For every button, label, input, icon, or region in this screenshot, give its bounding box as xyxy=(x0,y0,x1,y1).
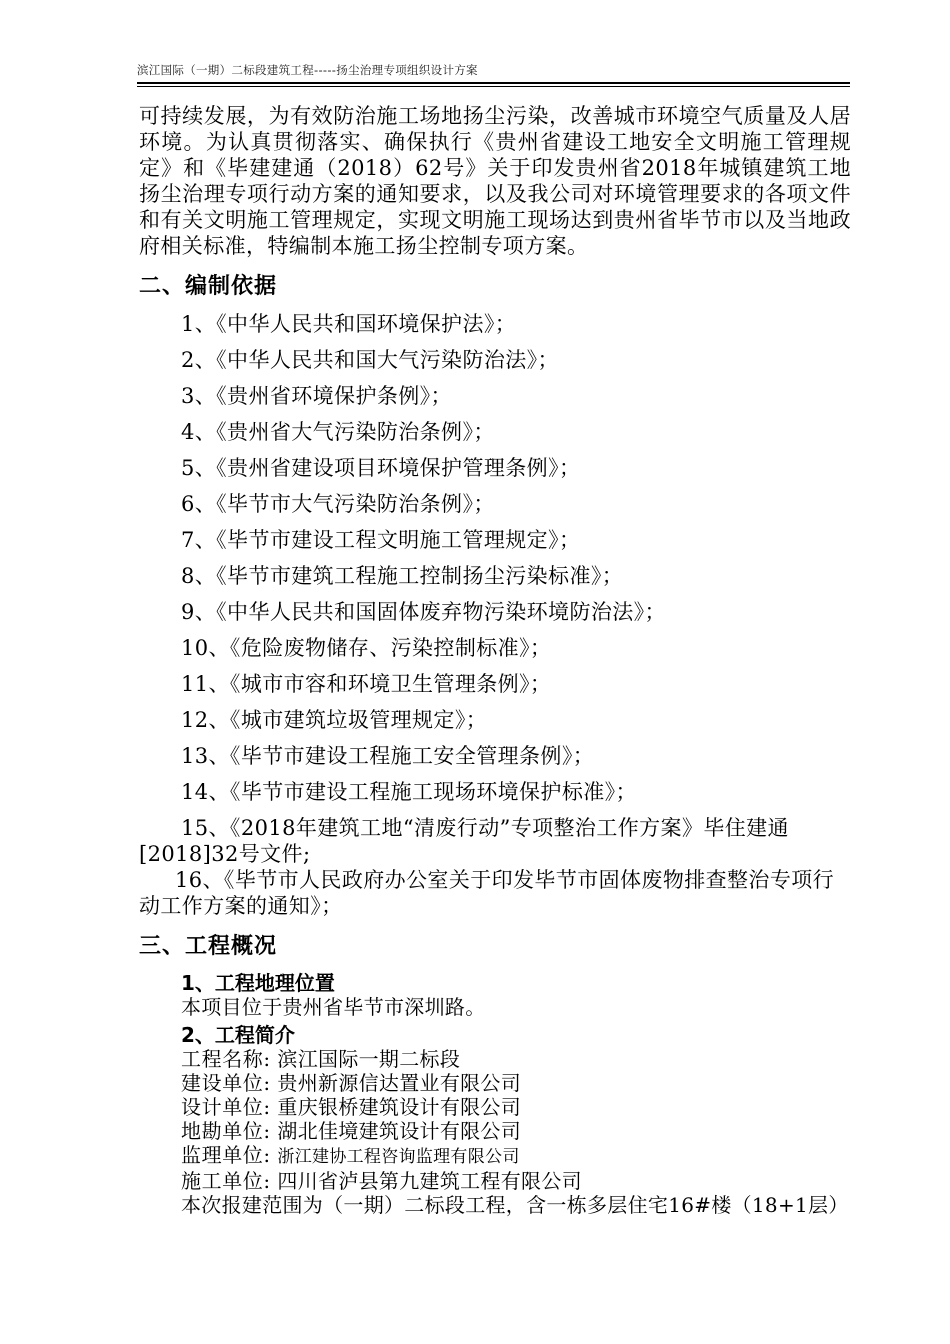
list-item: 11、《城市市容和环境卫生管理条例》； xyxy=(181,672,552,696)
survey-row xyxy=(181,1119,851,1143)
project-name-label: 工程名称: xyxy=(181,1047,271,1071)
owner-label: 建设单位: xyxy=(181,1071,271,1095)
designer-value: 重庆银桥建筑设计有限公司 xyxy=(277,1095,522,1119)
scope-text: 本次报建范围为（一期）二标段工程，含一栋多层住宅16#楼（18+1层） xyxy=(181,1193,849,1217)
subheading-summary: 2、工程简介 xyxy=(181,1023,295,1047)
list-item: 10、《危险废物储存、污染控制标准》； xyxy=(181,636,552,660)
contractor-label: 施工单位: xyxy=(181,1169,271,1193)
list-item: 8、《毕节市建筑工程施工控制扬尘污染标准》； xyxy=(181,564,624,588)
list-item: 4、《贵州省大气污染防治条例》； xyxy=(181,420,495,444)
owner-value: 贵州新源信达置业有限公司 xyxy=(277,1071,522,1095)
supervisor-label: 监理单位: xyxy=(181,1143,271,1167)
designer-label: 设计单位: xyxy=(181,1095,271,1119)
running-header: 滨江国际（一期）二标段建筑工程-----扬尘治理专项组织设计方案 xyxy=(137,63,478,77)
list-item: 1、《中华人民共和国环境保护法》； xyxy=(181,312,517,336)
list-item: 12、《城市建筑垃圾管理规定》； xyxy=(181,708,488,732)
list-item: 7、《毕节市建设工程文明施工管理规定》； xyxy=(181,528,581,552)
basis-list xyxy=(139,311,851,919)
designer-row xyxy=(181,1095,851,1119)
survey-label: 地勘单位: xyxy=(181,1119,271,1143)
list-item: 2、《中华人民共和国大气污染防治法》； xyxy=(181,348,559,372)
supervisor-value: 浙江建协工程咨询监理有限公司 xyxy=(277,1147,520,1167)
list-item: 15、《2018年建筑工地“清废行动”专项整治工作方案》毕住建通[2018]32号文件; xyxy=(139,816,789,866)
subheading-location: 1、工程地理位置 xyxy=(181,971,335,995)
intro-paragraph: 可持续发展，为有效防治施工场地扬尘污染，改善城市环境空气质量及人居环境。为认真贯彻落实、确保执行《贵州省建设工地安全文明施工管理规定》和《毕建建通（2018）62号》关于印发贵州省2018年城镇建筑工地扬尘治理专项行动方案的通知要求，以及我公司对环境管理要求的各项文件和有关文明施工管理规定，实现文明施工现场达到贵州省毕节市以及当地政府相关标准，特编制本施工扬尘控制专项方案。 xyxy=(139,104,851,258)
survey-value: 湖北佳境建筑设计有限公司 xyxy=(277,1119,522,1143)
document-body xyxy=(139,103,851,1217)
owner-row xyxy=(181,1071,851,1095)
header-rule-thin xyxy=(137,86,850,87)
section-heading-basis: 二、编制依据 xyxy=(139,274,278,299)
header-rule xyxy=(137,82,850,84)
location-text: 本项目位于贵州省毕节市深圳路。 xyxy=(181,995,486,1019)
list-item: 9、《中华人民共和国固体废弃物污染环境防治法》； xyxy=(181,600,666,624)
contractor-row xyxy=(181,1169,851,1193)
project-name-row xyxy=(181,1047,851,1071)
list-item: 3、《贵州省环境保护条例》； xyxy=(181,384,452,408)
list-item: 14、《毕节市建设工程施工现场环境保护标准》； xyxy=(181,780,637,804)
contractor-value: 四川省泸县第九建筑工程有限公司 xyxy=(277,1169,582,1193)
project-overview xyxy=(139,971,851,1217)
list-item: 13、《毕节市建设工程施工安全管理条例》； xyxy=(181,744,595,768)
section-heading-overview: 三、工程概况 xyxy=(139,934,278,959)
project-name-value: 滨江国际一期二标段 xyxy=(277,1047,461,1071)
list-item: 16、《毕节市人民政府办公室关于印发毕节市固体废物排查整治专项行动工作方案的通知》； xyxy=(139,868,835,918)
supervisor-row xyxy=(181,1143,851,1169)
list-item: 5、《贵州省建设项目环境保护管理条例》； xyxy=(181,456,581,480)
list-item: 6、《毕节市大气污染防治条例》； xyxy=(181,492,495,516)
